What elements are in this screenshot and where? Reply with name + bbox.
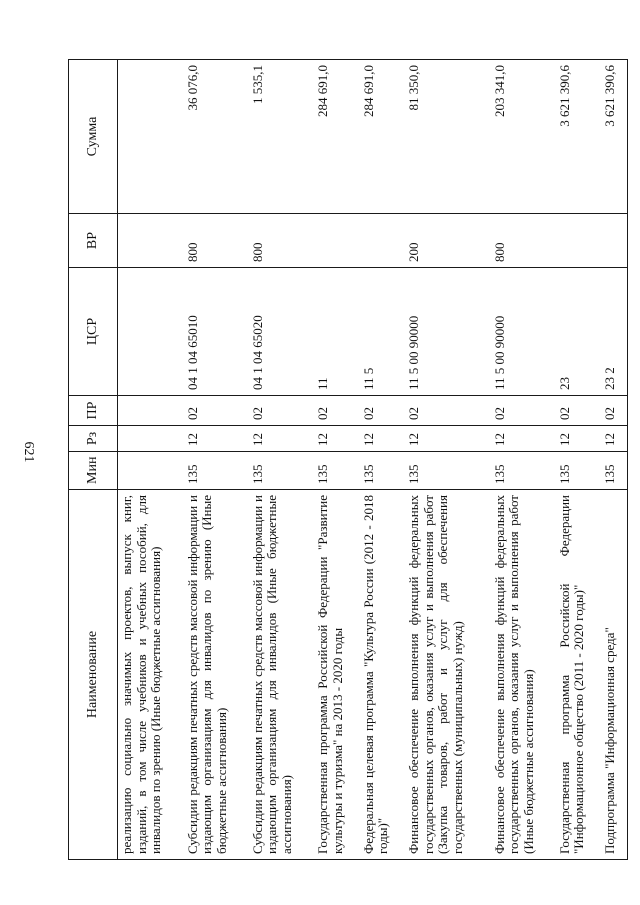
row-sum: 3 621 390,6 <box>556 60 601 214</box>
table-row <box>249 60 314 860</box>
table-row <box>184 60 249 860</box>
table-row <box>360 60 405 860</box>
row-rz: 12 <box>556 426 601 452</box>
row-vr <box>118 214 184 268</box>
table-row <box>314 60 359 860</box>
header-row <box>69 60 118 860</box>
row-vr <box>314 214 359 268</box>
row-vr: 800 <box>491 214 556 268</box>
header-min: Мин <box>69 452 118 490</box>
row-name: Государственная программа Российской Федерации "Развитие культуры и туризма" на 2013 - 2020 годы <box>314 490 359 860</box>
row-min: 135 <box>601 452 627 490</box>
row-sum: 284 691,0 <box>314 60 359 214</box>
budget-table-container <box>68 60 628 860</box>
header-vr: ВР <box>69 214 118 268</box>
row-min: 135 <box>314 452 359 490</box>
header-name: Наименование <box>69 490 118 860</box>
row-name: Государственная программа Российской Федерации "Информационное общество (2011 - 2020 годы)" <box>556 490 601 860</box>
row-rz: 12 <box>405 426 490 452</box>
row-min: 135 <box>405 452 490 490</box>
row-rz: 12 <box>491 426 556 452</box>
row-vr: 200 <box>405 214 490 268</box>
table-row <box>405 60 490 860</box>
row-sum: 284 691,0 <box>360 60 405 214</box>
row-csr: 23 2 <box>601 268 627 396</box>
row-csr: 11 <box>314 268 359 396</box>
row-csr: 23 <box>556 268 601 396</box>
row-sum: 81 350,0 <box>405 60 490 214</box>
row-vr <box>556 214 601 268</box>
row-vr: 800 <box>249 214 314 268</box>
header-pr: ПР <box>69 396 118 426</box>
table-body <box>118 60 628 860</box>
row-pr: 02 <box>601 396 627 426</box>
table-row <box>556 60 601 860</box>
row-pr: 02 <box>491 396 556 426</box>
header-sum: Сумма <box>69 60 118 214</box>
row-csr <box>118 268 184 396</box>
row-min: 135 <box>491 452 556 490</box>
row-vr <box>601 214 627 268</box>
header-rz: Рз <box>69 426 118 452</box>
row-csr: 04 1 04 65020 <box>249 268 314 396</box>
row-pr: 02 <box>556 396 601 426</box>
row-csr: 11 5 00 90000 <box>405 268 490 396</box>
row-name: Финансовое обеспечение выполнения функций федеральных государственных органов, оказания услуг и выполнения работ (Закупка товаров, работ и услуг для обеспечения государственных (муниципальных) нужд) <box>405 490 490 860</box>
table-row <box>118 60 184 860</box>
budget-table <box>68 59 628 860</box>
row-min: 135 <box>249 452 314 490</box>
row-rz: 12 <box>314 426 359 452</box>
row-rz: 12 <box>184 426 249 452</box>
row-name: Подпрограмма "Информационная среда" <box>601 490 627 860</box>
row-pr: 02 <box>314 396 359 426</box>
table-header <box>69 60 118 860</box>
row-sum: 203 341,0 <box>491 60 556 214</box>
table-row <box>601 60 627 860</box>
row-sum: 36 076,0 <box>184 60 249 214</box>
row-csr: 11 5 00 90000 <box>491 268 556 396</box>
row-pr: 02 <box>249 396 314 426</box>
row-pr <box>118 396 184 426</box>
row-pr: 02 <box>405 396 490 426</box>
row-pr: 02 <box>360 396 405 426</box>
row-pr: 02 <box>184 396 249 426</box>
row-csr: 04 1 04 65010 <box>184 268 249 396</box>
row-sum <box>118 60 184 214</box>
row-csr: 11 5 <box>360 268 405 396</box>
row-name: Субсидии редакциям печатных средств массовой информации и издающим организациям для инвалидов (Иные бюджетные ассигнования) <box>249 490 314 860</box>
row-min: 135 <box>184 452 249 490</box>
row-min <box>118 452 184 490</box>
row-vr <box>360 214 405 268</box>
row-vr: 800 <box>184 214 249 268</box>
row-min: 135 <box>360 452 405 490</box>
header-csr: ЦСР <box>69 268 118 396</box>
row-name: Федеральная целевая программа "Культура России (2012 - 2018 годы)" <box>360 490 405 860</box>
table-row <box>491 60 556 860</box>
page-number: 621 <box>21 441 36 463</box>
row-sum: 1 535,1 <box>249 60 314 214</box>
row-rz: 12 <box>601 426 627 452</box>
row-name: реализацию социально значимых проектов, выпуск книг, изданий, в том числе учебников и учебных пособий, для инвалидов по зрению (Иные бюджетные ассигнования) <box>118 490 184 860</box>
row-sum: 3 621 390,6 <box>601 60 627 214</box>
row-name: Субсидии редакциям печатных средств массовой информации и издающим организациям для инвалидов по зрению (Иные бюджетные ассигнования) <box>184 490 249 860</box>
row-rz <box>118 426 184 452</box>
row-rz: 12 <box>360 426 405 452</box>
row-name: Финансовое обеспечение выполнения функций федеральных государственных органов, оказания услуг и выполнения работ (Иные бюджетные ассигнования) <box>491 490 556 860</box>
row-min: 135 <box>556 452 601 490</box>
row-rz: 12 <box>249 426 314 452</box>
